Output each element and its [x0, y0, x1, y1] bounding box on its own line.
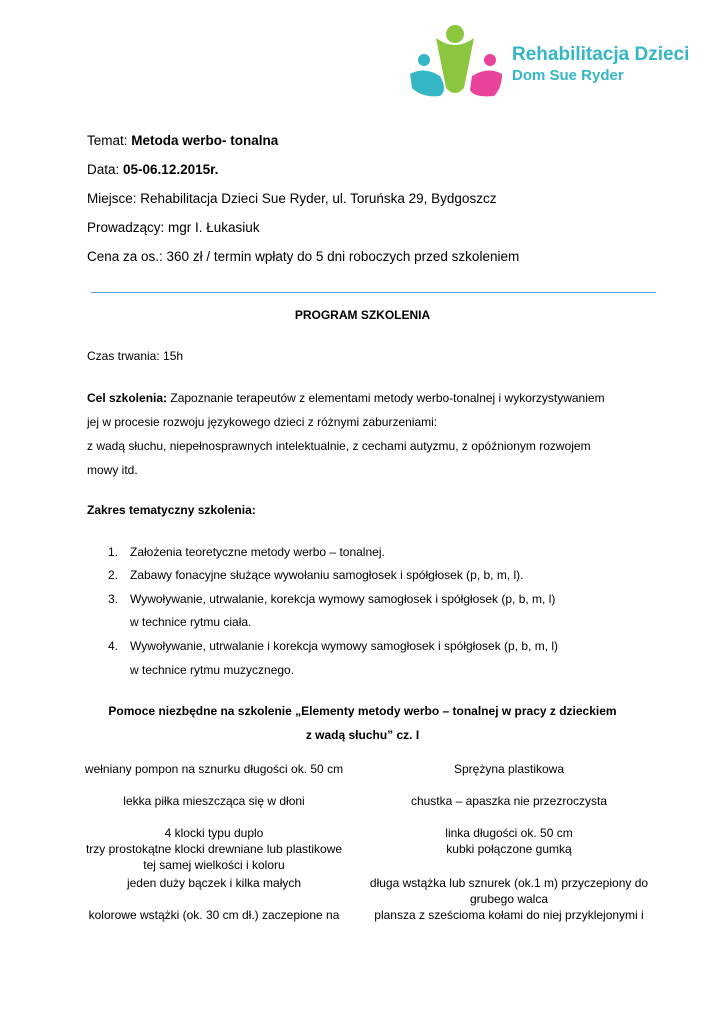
list-text: Zabawy fonacyjne służące wywołaniu samogłosek i spółgłosek (p, b, m, l). [130, 568, 524, 582]
topic-value: Metoda werbo- tonalna [131, 133, 279, 148]
aid-item-left: wełniany pompon na sznurku długości ok. 50 cm [84, 762, 344, 776]
aid-item-left: trzy prostokątne klocki drewniane lub plastikowe [85, 842, 343, 856]
list-item-continuation: w technice rytmu ciała. [130, 615, 252, 629]
place-line: Miejsce: Rehabilitacja Dzieci Sue Ryder, ul. Toruńska 29, Bydgoszcz [87, 191, 497, 206]
price-line: Cena za os.: 360 zł / termin wpłaty do 5 dni roboczych przed szkoleniem [87, 249, 520, 264]
goal-line-4: mowy itd. [87, 463, 138, 477]
leader-line: Prowadzący: mgr I. Łukasiuk [87, 220, 260, 235]
list-text: Wywoływanie, utrwalanie, korekcja wymowy samogłosek i spółgłosek (p, b, m, l) [130, 592, 556, 606]
list-number: 3. [108, 592, 119, 606]
goal-line-2: jej w procesie rozwoju językowego dzieci z różnymi zaburzeniami: [87, 415, 438, 429]
list-item [108, 592, 555, 606]
list-text: Założenia teoretyczne metody werbo – tonalnej. [130, 545, 385, 559]
goal-text-1: Zapoznanie terapeutów z elementami metody werbo-tonalnej i wykorzystywaniem [167, 391, 605, 405]
list-number: 4. [108, 639, 119, 653]
aid-item-left: kolorowe wstążki (ok. 30 cm dł.) zaczepione na [88, 908, 340, 922]
aid-item-left: 4 klocki typu duplo [164, 826, 264, 840]
aid-item-right: długa wstążka lub sznurek (ok.1 m) przyczepiony do [369, 876, 649, 890]
aid-item-right: kubki połączone gumką [446, 842, 572, 856]
aid-item-right: linka długości ok. 50 cm [445, 826, 573, 840]
list-text: Wywoływanie, utrwalanie i korekcja wymowy samogłosek i spółgłosek (p, b, m, l) [130, 639, 559, 653]
aid-item-right: chustka – apaszka nie przezroczysta [410, 794, 608, 808]
aids-title-line-2: z wadą słuchu” cz. I [305, 728, 420, 742]
scope-title: Zakres tematyczny szkolenia: [87, 503, 256, 517]
aid-item-right: Sprężyna plastikowa [453, 762, 565, 776]
list-item-continuation: w technice rytmu muzycznego. [130, 663, 295, 677]
aids-title-line-1: Pomoce niezbędne na szkolenie „Elementy metody werbo – tonalnej w pracy z dzieckiem [108, 704, 617, 718]
duration-line: Czas trwania: 15h [87, 349, 184, 363]
topic-label: Temat: [87, 133, 132, 148]
aid-item-left: tej samej wielkości i koloru [143, 858, 285, 872]
topic-line [87, 133, 278, 148]
goal-line-3: z wadą słuchu, niepełnosprawnych intelektualnie, z cechami autyzmu, z opóźnionym rozwojem [87, 439, 591, 453]
logo-subtitle: Dom Sue Ryder [512, 67, 624, 84]
divider-line [91, 292, 656, 293]
goal-line-1 [87, 391, 605, 405]
date-line [87, 162, 218, 177]
list-number: 1. [108, 545, 119, 559]
program-title: PROGRAM SZKOLENIA [294, 308, 431, 322]
goal-label: Cel szkolenia: [87, 391, 168, 405]
date-label: Data: [87, 162, 124, 177]
date-value: 05-06.12.2015r. [123, 162, 219, 177]
aid-item-left: jeden duży bączek i kilka małych [126, 876, 302, 890]
aid-item-right: grubego walca [469, 892, 549, 906]
logo-title: Rehabilitacja Dzieci [512, 44, 690, 65]
list-number: 2. [108, 568, 119, 582]
list-item [108, 568, 524, 582]
aid-item-right: plansza z sześcioma kołami do niej przyklejonymi i [374, 908, 644, 922]
list-item [108, 545, 385, 559]
aid-item-left: lekka piłka mieszcząca się w dłoni [123, 794, 305, 808]
list-item [108, 639, 558, 653]
